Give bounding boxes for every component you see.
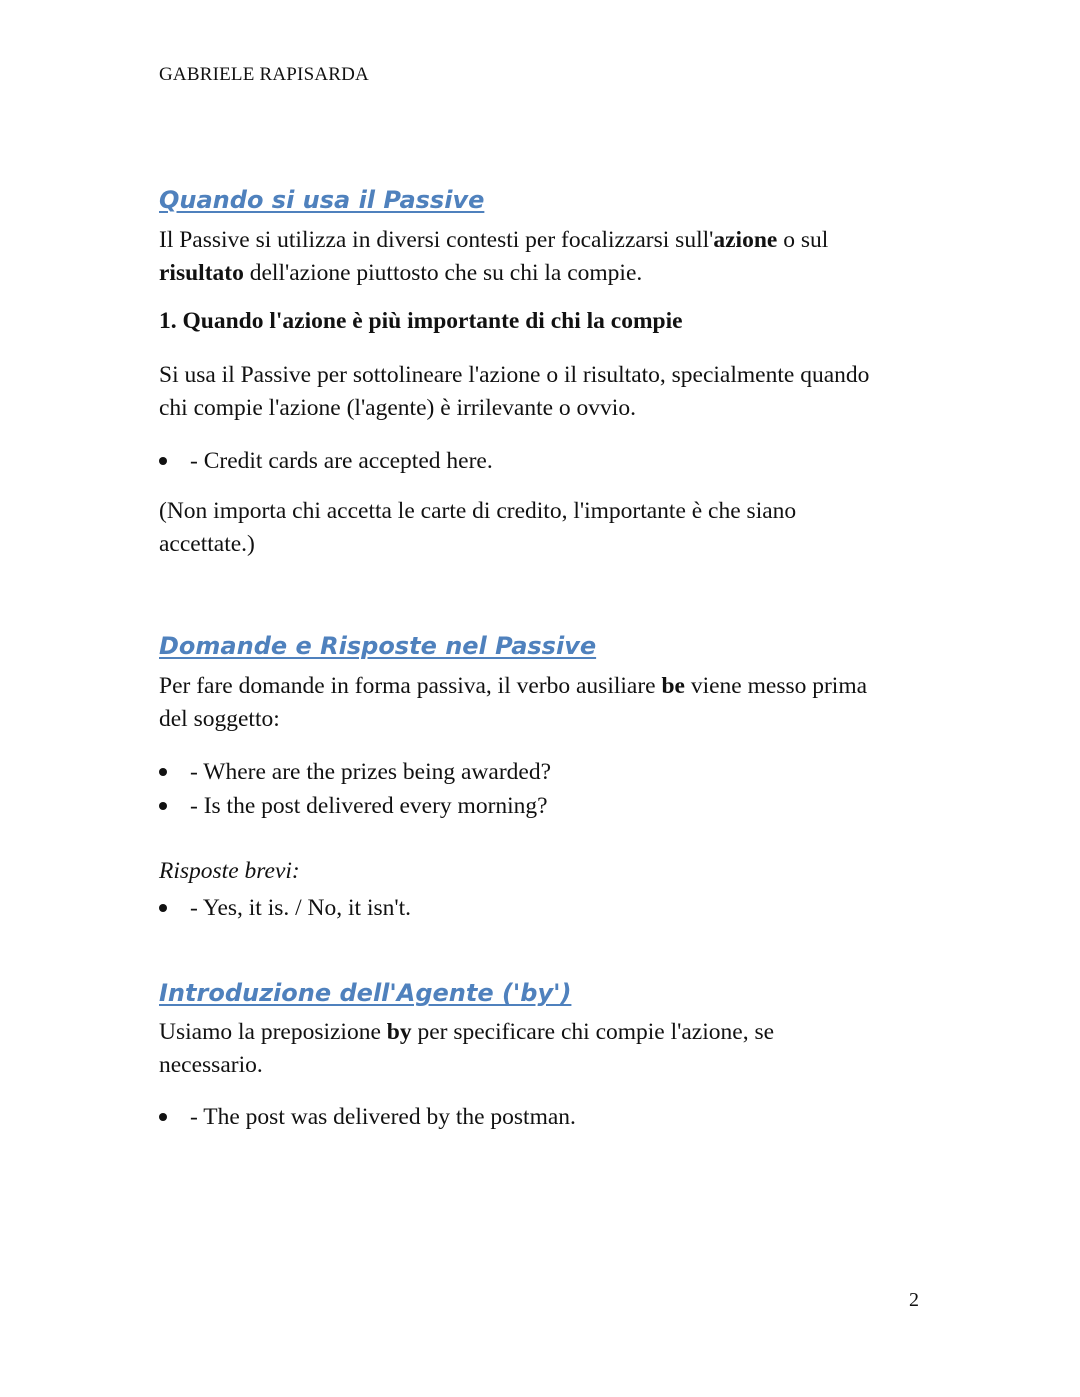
- intro-text: viene messo prima del soggetto:: [159, 673, 868, 732]
- page-number: 2: [909, 1289, 919, 1311]
- intro-text: Per fare domande in forma passiva, il verbo ausiliare: [159, 673, 662, 699]
- bullet-icon: [159, 457, 167, 465]
- intro-bold-risultato: risultato: [159, 260, 244, 286]
- list-item-text: - Yes, it is. / No, it isn't.: [190, 895, 412, 921]
- intro-bold-azione: azione: [713, 227, 778, 253]
- bullet-icon: [159, 1113, 167, 1121]
- subheading-action-importance: 1. Quando l'azione è più importante di chi la compie: [159, 308, 683, 334]
- intro-text: o sul: [777, 227, 829, 253]
- explanation-paragraph: Si usa il Passive per sottolineare l'azione o il risultato, specialmente quando chi compie l'azione (l'agente) è irrilevante o ovvio.: [159, 362, 870, 421]
- intro-text: per specificare chi compie l'azione, se necessario.: [159, 1019, 775, 1078]
- intro-bold-by: by: [386, 1019, 412, 1045]
- list-item-text: - The post was delivered by the postman.: [190, 1104, 576, 1130]
- intro-text: Il Passive si utilizza in diversi contesti per focalizzarsi sull': [159, 227, 714, 253]
- list-item-text: - Credit cards are accepted here.: [190, 448, 493, 474]
- section-heading-questions-answers: Domande e Risposte nel Passive: [159, 632, 597, 660]
- document-header-author: GABRIELE RAPISARDA: [159, 64, 369, 85]
- bullet-icon: [159, 904, 167, 912]
- note-paragraph: (Non importa chi accetta le carte di credito, l'importante è che siano accettate.): [159, 498, 797, 557]
- list-item-text: - Where are the prizes being awarded?: [190, 759, 552, 785]
- intro-bold-be: be: [661, 673, 685, 699]
- section-intro-agent: [159, 1016, 859, 1082]
- short-answers-label: Risposte brevi:: [159, 858, 300, 884]
- list-item-text: - Is the post delivered every morning?: [190, 793, 548, 819]
- section-intro-questions: [159, 670, 899, 736]
- intro-text: Usiamo la preposizione: [159, 1019, 387, 1045]
- section-heading-when-passive: Quando si usa il Passive: [159, 186, 485, 214]
- bullet-icon: [159, 768, 167, 776]
- section-heading-agent-by: Introduzione dell'Agente ('by'): [159, 979, 572, 1007]
- bullet-icon: [159, 802, 167, 810]
- section-intro-when-passive: [159, 224, 919, 290]
- intro-text: dell'azione piuttosto che su chi la compie.: [243, 260, 643, 286]
